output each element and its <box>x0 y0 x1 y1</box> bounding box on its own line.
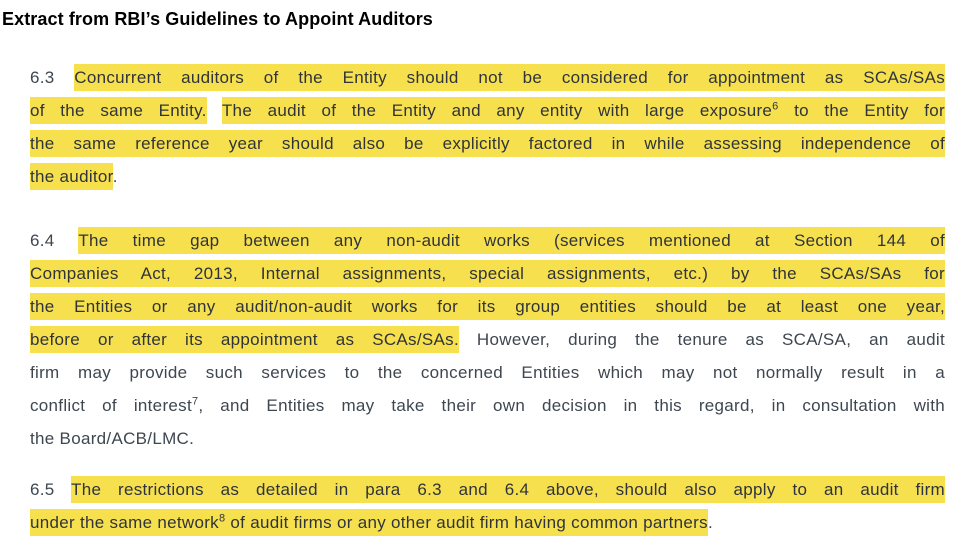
text-line <box>30 422 945 455</box>
text-line <box>30 290 945 323</box>
highlighted-text: Concurrent auditors of the Entity should not be considered for appointment as SCAs/SAs <box>74 64 945 91</box>
text-line <box>30 94 945 127</box>
document-body <box>30 61 945 539</box>
highlighted-text: under the same network <box>30 509 219 536</box>
highlighted-text: before or after its appointment as SCAs/SAs. <box>30 326 459 353</box>
text-line <box>30 473 945 506</box>
highlighted-text <box>772 97 778 124</box>
plain-text: 6.3 <box>30 68 75 87</box>
plain-text: , and Entities may take their own decision in this regard, in consultation with <box>198 396 945 415</box>
text-line <box>30 257 945 290</box>
paragraph-6.3 <box>30 61 945 193</box>
highlighted-text: of audit firms or any other audit firm having common partners <box>225 509 708 536</box>
highlighted-text: the Entities or any audit/non-audit works for its group entities should be at least one year, <box>30 293 945 320</box>
highlighted-text: to the Entity for <box>779 97 945 124</box>
plain-text: However, during the tenure as SCA/SA, an audit <box>458 330 945 349</box>
text-line <box>30 127 945 160</box>
text-line <box>30 61 945 94</box>
plain-text: conflict of interest <box>30 396 192 415</box>
highlighted-text: the same reference year should also be explicitly factored in while assessing independence of <box>30 130 945 157</box>
plain-text: the Board/ACB/LMC. <box>30 429 195 448</box>
plain-text: 6.5 <box>30 480 72 499</box>
highlighted-text: The restrictions as detailed in para 6.3 and 6.4 above, should also apply to an audit firm <box>71 476 945 503</box>
plain-text: . <box>707 513 713 532</box>
text-line <box>30 506 945 539</box>
highlighted-text: of the same Entity. <box>30 97 207 124</box>
plain-text: firm may provide such services to the concerned Entities which may not normally result in a <box>30 363 945 382</box>
text-line <box>30 356 945 389</box>
highlighted-text: The audit of the Entity and any entity with large exposure <box>222 97 772 124</box>
highlighted-text: the auditor <box>30 163 113 190</box>
paragraph-6.5 <box>30 473 945 539</box>
text-line <box>30 323 945 356</box>
text-line <box>30 224 945 257</box>
text-line <box>30 160 945 193</box>
plain-text <box>207 101 222 120</box>
paragraph-6.4 <box>30 224 945 455</box>
footnote-reference: 6 <box>772 100 779 113</box>
footnote-reference: 8 <box>218 512 226 525</box>
footnote-reference: 7 <box>191 395 199 408</box>
plain-text: . <box>112 167 118 186</box>
document-title: Extract from RBI’s Guidelines to Appoint Auditors <box>2 9 433 29</box>
text-line <box>30 389 945 422</box>
plain-text: 6.4 <box>30 231 79 250</box>
highlighted-text: Companies Act, 2013, Internal assignments, special assignments, etc.) by the SCAs/SAs for <box>30 260 945 287</box>
highlighted-text: The time gap between any non-audit works (services mentioned at Section 144 of <box>78 227 945 254</box>
